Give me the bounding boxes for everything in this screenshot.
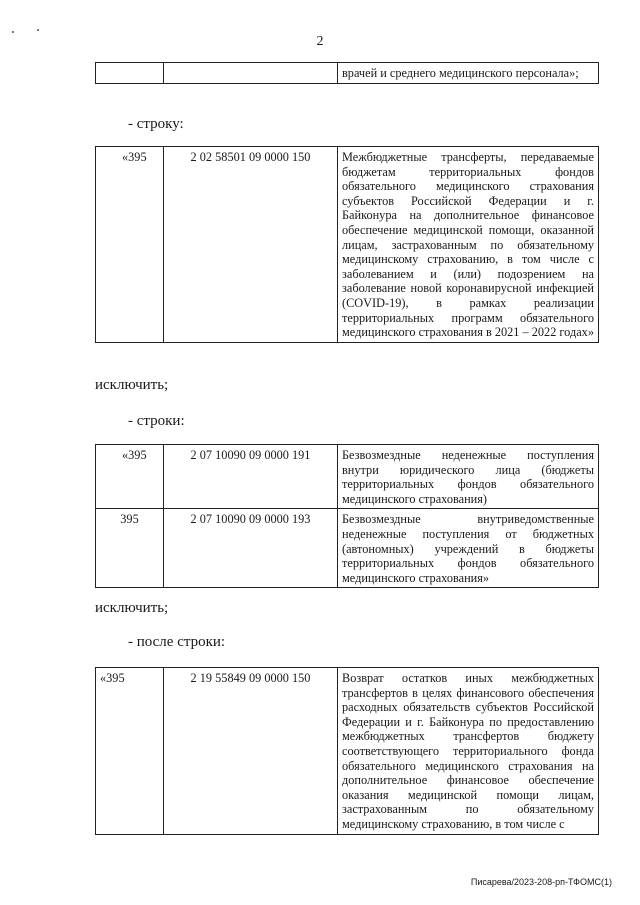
cell-code-admin <box>96 147 164 343</box>
scan-speck <box>37 29 39 31</box>
cell-description: Межбюджетные трансферты, передаваемые бюджетам территориальных фондов обязательного медицинского страхования субъектов Российской Федерации и г. Байконура на дополнительное финансовое обеспечение медицинской помощи, оказанной лицам, застрахованным по обязательному медицинскому страхованию, в том числе с заболеванием и (или) подозрением на заболевание новой коронавирусной инфекцией (COVID-19), в рамках реализации территориальных программ обязательного медицинского страхования в 2021 – 2022 годах» <box>338 147 599 343</box>
table-row <box>96 147 599 343</box>
cell-description: Безвозмездные неденежные поступления внутри юридического лица (бюджеты территориальных фондов обязательного медицинского страхования) <box>338 445 599 509</box>
cell-code-kbk: 2 07 10090 09 0000 193 <box>164 509 338 588</box>
cell-description: Возврат остатков иных межбюджетных трансфертов в целях финансового обеспечения расходных обязательств субъектов Российской Федерации и г. Байконура по предоставлению межбюджетных трансфертов бюджету соответствующего территориального фонда обязательного медицинского страхования на дополнительное финансовое обеспечение оказания медицинской помощи лицам, застрахованным по обязательному медицинскому страхованию, в том числе с <box>338 668 599 835</box>
cell-code-admin-text: «395 <box>122 448 147 462</box>
table-row-removed <box>95 146 599 343</box>
cell-code-kbk: 2 07 10090 09 0000 191 <box>164 445 338 509</box>
page-number: 2 <box>316 34 324 49</box>
table-rows-removed <box>95 444 599 588</box>
instruction-label: исключить; <box>95 377 169 393</box>
cell-code-admin <box>96 63 164 84</box>
cell-code-kbk: 2 19 55849 09 0000 150 <box>164 668 338 835</box>
cell-code-admin: «395 <box>96 668 164 835</box>
instruction-label: исключить; <box>95 600 169 616</box>
table-continuation <box>95 62 599 84</box>
cell-description: врачей и среднего медицинского персонала»; <box>338 63 599 84</box>
table-row <box>96 668 599 835</box>
cell-code-admin <box>96 445 164 509</box>
table-row <box>96 63 599 84</box>
table-row-after <box>95 667 599 835</box>
instruction-label: - строки: <box>128 413 185 429</box>
document-footer-ref: Писарева/2023-208-рп-ТФОМС(1) <box>470 877 612 887</box>
cell-description: Безвозмездные внутриведомственные неденежные поступления от бюджетных (автономных) учреждений в бюджеты территориальных фондов обязательного медицинского страхования» <box>338 509 599 588</box>
cell-code-admin: 395 <box>96 509 164 588</box>
instruction-label: - строку: <box>128 116 184 132</box>
instruction-label: - после строки: <box>128 634 226 650</box>
table-row <box>96 509 599 588</box>
cell-code-kbk <box>164 63 338 84</box>
cell-code-admin-text: «395 <box>122 150 147 164</box>
cell-code-kbk: 2 02 58501 09 0000 150 <box>164 147 338 343</box>
table-row <box>96 445 599 509</box>
scan-speck <box>12 31 14 33</box>
